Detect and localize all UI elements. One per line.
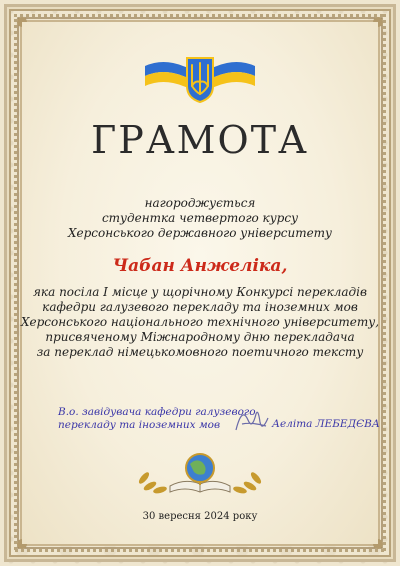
signature-icon	[228, 400, 278, 440]
trident-emblem-icon	[143, 52, 257, 104]
citation-line: кафедри галузевого перекладу та іноземних мов	[42, 300, 358, 314]
signatory-title-line: перекладу та іноземних мов	[58, 419, 221, 431]
globe-book-icon	[130, 448, 270, 498]
signatory-name: Аеліта ЛЕБЕДЄВА	[272, 418, 380, 430]
issue-date: 30 вересня 2024 року	[142, 511, 258, 522]
citation-line: за переклад німецькомовного поетичного тексту	[36, 345, 364, 359]
intro-line: студентка четвертого курсу	[101, 211, 299, 225]
signatory-title	[58, 406, 256, 432]
signatory-title-line: В.о. завідувача кафедри галузевого	[58, 406, 256, 418]
intro-line: нагороджується	[144, 196, 256, 210]
intro-line: Херсонського державного університету	[67, 226, 333, 240]
recipient-name: Чабан Анжеліка,	[112, 256, 288, 276]
citation-line: Херсонського національного технічного університету,	[20, 315, 380, 329]
certificate-title: ГРАМОТА	[91, 118, 309, 162]
citation-line: яка посіла І місце у щорічному Конкурсі перекладів	[32, 285, 367, 299]
citation-line: присвяченому Міжнародному дню перекладача	[45, 330, 355, 344]
